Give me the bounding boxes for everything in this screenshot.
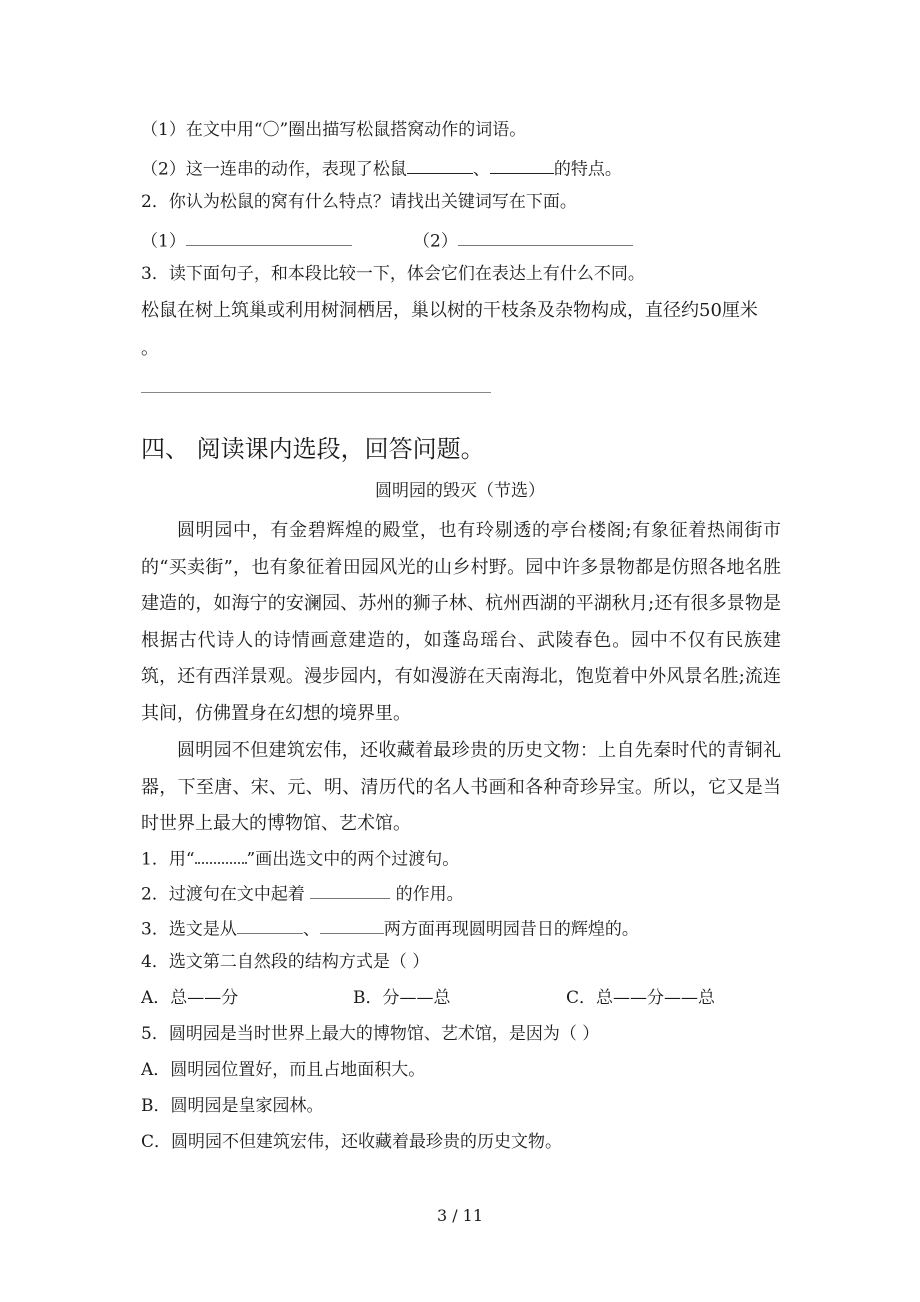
s4-q3 bbox=[141, 918, 639, 938]
s4-q2-prefix: 2．过渡句在文中起着 bbox=[141, 884, 311, 905]
passage-title: 圆明园的毁灭（节选） bbox=[375, 481, 545, 501]
page-number: 3 / 11 bbox=[436, 1206, 484, 1225]
answer-line-1[interactable] bbox=[186, 230, 352, 246]
s4-q5-option-c[interactable]: C．圆明园不但建筑宏伟，还收藏着最珍贵的历史文物。 bbox=[141, 1132, 563, 1152]
s4-q1-suffix: ”画出选文中的两个过渡句。 bbox=[246, 849, 460, 870]
q3-sentence: 松鼠在树上筑巢或利用树洞栖居，巢以树的干枝条及杂物构成，直径约50厘米 bbox=[141, 300, 758, 321]
q2-answer-2 bbox=[413, 230, 633, 250]
s4-q4-option-a[interactable]: A．总——分 bbox=[141, 988, 239, 1008]
q2-answer-1 bbox=[141, 230, 352, 250]
s4-q4-option-b[interactable]: B．分——总 bbox=[353, 988, 451, 1008]
s4-q5: 5．圆明园是当时世界上最大的博物馆、艺术馆，是因为（ ） bbox=[141, 1024, 600, 1044]
s4-q3-prefix: 3．选文是从 bbox=[141, 919, 237, 940]
passage-paragraph-2: 圆明园不但建筑宏伟，还收藏着最珍贵的历史文物：上自先秦时代的青铜礼器，下至唐、宋、元、明、清历代的名人书画和各种奇珍异宝。所以，它又是当时世界上最大的博物馆、艺术馆。 bbox=[141, 740, 781, 835]
answer-blank-3[interactable] bbox=[310, 883, 390, 899]
answer-blank-5[interactable] bbox=[320, 918, 384, 934]
s4-q3-sep: 、 bbox=[302, 919, 320, 940]
answer-blank-1[interactable] bbox=[407, 158, 473, 174]
passage-paragraph-1: 圆明园中，有金碧辉煌的殿堂，也有玲剔透的亭台楼阁;有象征着热闹街市的“买卖街”，也有象征着田园风光的山乡村野。园中许多景物都是仿照各地名胜建造的，如海宁的安澜园、苏州的狮子林、杭州西湖的平湖秋月;还有很多景物是根据古代诗人的诗情画意建造的，如蓬岛瑶台、武陵春色。园中不仅有民族建筑，还有西洋景观。漫步园内，有如漫游在天南海北，饱览着中外风景名胜;流连其间，仿佛置身在幻想的境界里。 bbox=[141, 520, 781, 724]
section-four-title: 四、 阅读课内选段，回答问题。 bbox=[141, 435, 485, 463]
wavy-line-sample bbox=[195, 847, 247, 864]
q2-question: 2．你认为松鼠的窝有什么特点？请找出关键词写在下面。 bbox=[141, 192, 577, 212]
answer-blank-4[interactable] bbox=[237, 918, 303, 934]
q2-label-1: （1） bbox=[141, 231, 186, 252]
s4-q1 bbox=[141, 847, 459, 868]
q1-sub2-prefix: （2）这一连串的动作，表现了松鼠 bbox=[141, 159, 407, 180]
s4-q2-suffix: 的作用。 bbox=[390, 884, 464, 905]
q1-sub2 bbox=[141, 158, 622, 178]
answer-blank-2[interactable] bbox=[490, 158, 554, 174]
q3-question: 3．读下面句子，和本段比较一下，体会它们在表达上有什么不同。 bbox=[141, 264, 645, 284]
q1-sub2-suffix: 的特点。 bbox=[553, 159, 622, 180]
q1-sub2-sep: 、 bbox=[472, 159, 490, 180]
answer-writing-line[interactable] bbox=[141, 392, 491, 393]
q2-label-2: （2） bbox=[413, 231, 458, 252]
s4-q5-option-a[interactable]: A．圆明园位置好，而且占地面积大。 bbox=[141, 1060, 426, 1080]
s4-q2 bbox=[141, 883, 464, 903]
q1-sub1: （1）在文中用“〇”圈出描写松鼠搭窝动作的词语。 bbox=[141, 120, 527, 140]
s4-q3-suffix: 两方面再现圆明园昔日的辉煌的。 bbox=[383, 919, 639, 940]
q3-sentence-end: 。 bbox=[141, 338, 159, 359]
answer-line-2[interactable] bbox=[458, 230, 633, 246]
s4-q4-option-c[interactable]: C．总——分——总 bbox=[566, 988, 716, 1008]
s4-q4: 4．选文第二自然段的结构方式是（ ） bbox=[141, 952, 430, 972]
s4-q1-prefix: 1．用“ bbox=[141, 849, 195, 870]
s4-q5-option-b[interactable]: B．圆明园是皇家园林。 bbox=[141, 1096, 324, 1116]
